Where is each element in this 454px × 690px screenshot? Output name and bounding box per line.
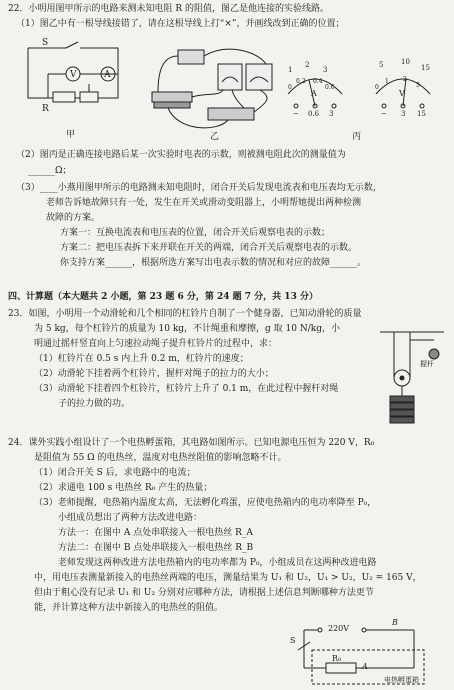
fig-caption-bing: 丙 bbox=[352, 132, 362, 142]
q22-plan-2: 方案二：把电压表拆下来并联在开关的两端，闭合开关后观察电表的示数。 bbox=[60, 243, 358, 253]
voltmeter-tick-10: 10 bbox=[401, 58, 410, 66]
q23-line-4: （1）杠铃片在 0.5 s 内上升 0.2 m，杠铃片的速度； bbox=[34, 354, 249, 364]
voltmeter-tick-3: 3 bbox=[416, 82, 420, 89]
ammeter-terminal-neg: − bbox=[293, 110, 299, 118]
q22-part1: （1）图乙中有一根导线接错了，请在这根导线上打“×”，并画线改到正确的位置； bbox=[16, 19, 345, 29]
q22-part3-a: （3）____小燕用图甲所示的电路测未知电阻时，闭合开关后发现电流表和电压表均无示数， bbox=[16, 183, 382, 193]
q23-line-1: 23．如图，小明用一个动滑轮和几个相同的杠铃片自制了一个健身器，已知动滑轮的质量 bbox=[8, 309, 362, 319]
q24-line-1: 24．课外实践小组设计了一个电热孵蛋箱，其电路如图所示。已知电源电压恒为 220 V，R₀ bbox=[8, 438, 375, 448]
ammeter-tick-02: 0.2 bbox=[296, 78, 306, 85]
q22-stem: 22．小明用图甲所示的电路来测未知电阻 R 的阻值，图乙是他连接的实验线路。 bbox=[8, 4, 329, 14]
ammeter-terminal-06: 0.6 bbox=[308, 110, 320, 118]
q24-line-5: （3）老师提醒，电热箱内温度太高，无法孵化鸡蛋，应使电热箱内的电功率降至 P₀， bbox=[34, 498, 377, 508]
q24-line-10: 中，用电压表测量新接入的电热丝两端的电压，测量结果为 U₁ 和 U₂，U₁ > U₂，U₂ = 165 V， bbox=[34, 573, 422, 583]
voltmeter-terminal-3: 3 bbox=[401, 110, 406, 118]
q23-line-6: （3）动滑轮下挂着四个杠铃片，杠铃片上升了 0.1 m，在此过程中握杆对绳 bbox=[34, 384, 339, 394]
section-header: 四、计算题（本大题共 2 小题，第 23 题 6 分，第 24 题 7 分，共 13 分） bbox=[8, 292, 318, 302]
switch-label: S bbox=[290, 636, 296, 645]
q24-line-11: 但由于粗心没有记录 U₁ 和 U₂ 分别对应哪种方法，请根据上述信息判断哪种方法更节 bbox=[34, 588, 374, 598]
resistor-r0-label: R₀ bbox=[332, 654, 342, 663]
supply-voltage-label: 220V bbox=[328, 624, 350, 633]
incubator-circuit bbox=[284, 620, 444, 686]
ammeter-tick-2: 2 bbox=[305, 61, 310, 69]
q24-line-9: 老师发现这两种改进方法电热箱内的电功率都为 P₀，小组成员在这两种改进电路 bbox=[58, 558, 377, 568]
q22-part3-b: 老师告诉她故障只有一处，发生在开关或滑动变阻器上，小明帮她提出两种检测 bbox=[46, 198, 362, 208]
q23-line-7: 子的拉力做的功。 bbox=[58, 399, 131, 409]
ammeter-symbol: A bbox=[104, 70, 111, 80]
resistor-label-r: R bbox=[42, 104, 49, 114]
fig-caption-yi: 乙 bbox=[210, 132, 220, 142]
ammeter-tick-3: 3 bbox=[323, 66, 328, 74]
handle-label: 握杆 bbox=[420, 360, 434, 368]
voltmeter-letter: V bbox=[399, 89, 405, 98]
ammeter-tick-06: 0.6 bbox=[325, 84, 335, 91]
q22-part3-question: 你支持方案______，根据所选方案写出电表示数的情况和对应的故障______。 bbox=[60, 258, 367, 268]
ammeter-tick-1: 1 bbox=[288, 66, 293, 74]
ammeter-tick-04: 0.4 bbox=[313, 78, 323, 85]
voltmeter-tick-5: 5 bbox=[379, 61, 384, 69]
incubator-box-label: 电热孵蛋箱 bbox=[384, 676, 419, 684]
pulley-weights-figure bbox=[380, 330, 444, 426]
q24-method-2: 方法二：在图中 B 点处串联接入一根电热丝 R_B bbox=[58, 543, 254, 553]
q22-plan-1: 方案一：互换电流表和电压表的位置，闭合开关后观察电表的示数； bbox=[60, 228, 331, 238]
voltmeter-terminal-15: 15 bbox=[417, 110, 426, 118]
q22-part2-blank: ______Ω； bbox=[28, 166, 72, 176]
point-b-label: B bbox=[392, 618, 398, 627]
ammeter-terminal-3: 3 bbox=[329, 110, 334, 118]
ammeter-letter: A bbox=[311, 89, 317, 98]
ammeter-tick-0: 0 bbox=[288, 84, 292, 91]
q23-line-3: 明通过摇杆竖直向上匀速拉动绳子提升杠铃片的过程中，求： bbox=[34, 339, 278, 349]
fig-caption-jia: 甲 bbox=[66, 130, 76, 140]
q24-line-2: 是阻值为 55 Ω 的电热丝，温度对电热丝阻值的影响忽略不计。 bbox=[34, 453, 287, 463]
switch-label-s: S bbox=[42, 38, 49, 48]
voltmeter-terminal-neg: − bbox=[381, 110, 387, 118]
q24-method-1: 方法一：在图中 A 点处串联接入一根电热丝 R_A bbox=[58, 528, 253, 538]
q22-part2: （2）图丙是正确连接电路后某一次实验时电表的示数，则被测电阻此次的测量值为 bbox=[16, 150, 346, 160]
wiring-diagram-yi bbox=[148, 42, 280, 134]
voltmeter-tick-0: 0 bbox=[375, 84, 379, 91]
q24-line-12: 能，并计算这种方法中新接入的电热丝的阻值。 bbox=[34, 603, 224, 613]
q24-line-3: （1）闭合开关 S 后，求电路中的电流； bbox=[34, 468, 196, 478]
q23-line-2: 为 5 kg，每个杠铃片的质量为 10 kg，不计绳重和摩擦，g 取 10 N/kg，小 bbox=[34, 324, 340, 334]
voltmeter-tick-15: 15 bbox=[421, 64, 430, 72]
q23-line-5: （2）动滑轮下挂着两个杠铃片，握杆对绳子的拉力的大小； bbox=[34, 369, 274, 379]
q22-part3-c: 故障的方案。 bbox=[46, 213, 101, 223]
voltmeter-symbol: V bbox=[70, 70, 77, 80]
ammeter-dial bbox=[284, 62, 346, 112]
voltmeter-tick-2: 2 bbox=[403, 76, 407, 83]
q24-line-4: （2）求通电 100 s 电热丝 R₀ 产生的热量； bbox=[34, 483, 213, 493]
point-a-label: A bbox=[362, 662, 368, 671]
q24-line-6: 小组成员想出了两种方法改进电路： bbox=[58, 513, 203, 523]
voltmeter-tick-1: 1 bbox=[385, 78, 389, 85]
